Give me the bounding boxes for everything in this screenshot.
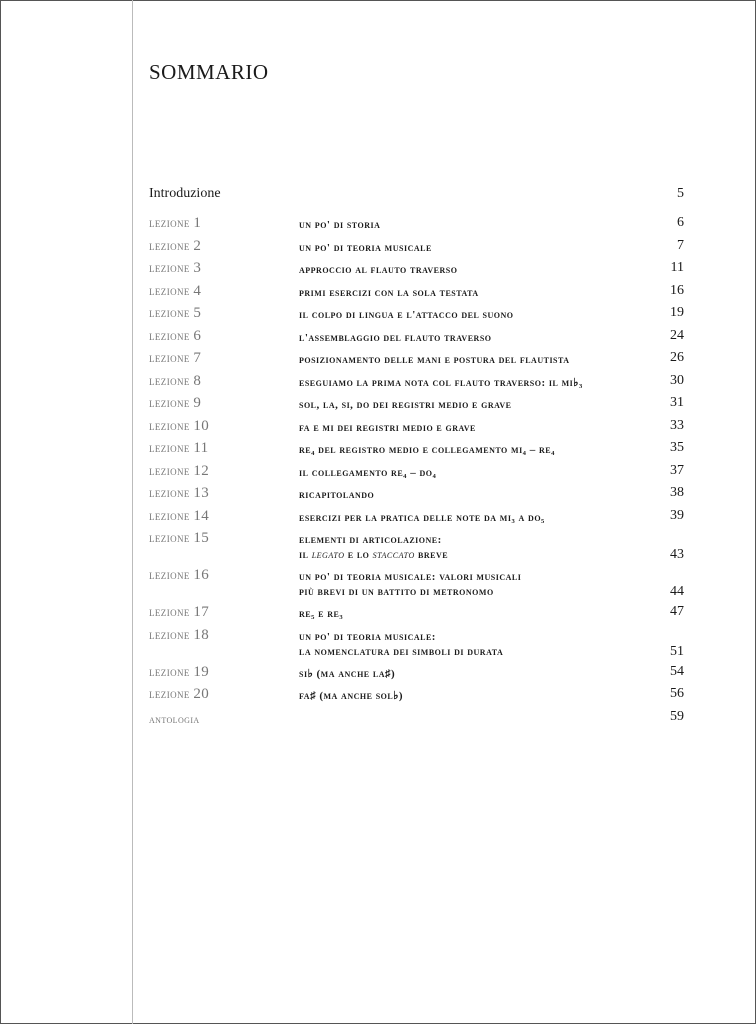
- lesson-number: 9: [193, 395, 202, 411]
- lesson-label: [149, 373, 299, 390]
- lesson-page: 19: [670, 305, 684, 320]
- lesson-number: 4: [193, 282, 202, 299]
- lesson-title-line: esercizi per la pratica delle note da mi₃ a do₅: [299, 511, 545, 524]
- lesson-word: lezione: [149, 216, 190, 230]
- table-of-contents: [149, 186, 684, 731]
- lesson-number: 20: [193, 686, 210, 702]
- lesson-title-line: l'assemblaggio del flauto traverso: [299, 331, 492, 344]
- lesson-title: [299, 283, 644, 301]
- lesson-word: lezione: [149, 463, 190, 478]
- lesson-title-line: primi esercizi con la sola testata: [299, 286, 479, 299]
- lesson-number: 6: [193, 327, 202, 344]
- lesson-label: [149, 627, 299, 644]
- lesson-number: 2: [193, 237, 202, 254]
- lesson-page: 6: [677, 215, 684, 230]
- lesson-page: 35: [670, 440, 684, 455]
- toc-entry-lesson[interactable]: [149, 530, 684, 567]
- lesson-number: 8: [193, 372, 202, 389]
- lesson-label: [149, 395, 299, 412]
- lesson-title-line: re₄ del registro medio e collegamento mi₄ – re₄: [299, 444, 555, 456]
- toc-entry-lesson[interactable]: [149, 485, 684, 508]
- lesson-page: 26: [670, 350, 684, 365]
- lesson-title: [299, 664, 644, 682]
- lesson-title: [299, 604, 644, 622]
- lesson-title-line: fa♯ (ma anche sol♭): [299, 690, 404, 702]
- toc-entry-lesson[interactable]: [149, 260, 684, 283]
- lesson-title-line: il collegamento re₄ – do₄: [299, 466, 437, 479]
- lesson-word: lezione: [149, 396, 190, 410]
- toc-entry-lesson[interactable]: [149, 418, 684, 441]
- toc-entry-lesson[interactable]: [149, 604, 684, 627]
- lesson-label: [149, 283, 299, 300]
- lesson-number: 5: [193, 305, 202, 321]
- toc-entry-lesson[interactable]: [149, 395, 684, 418]
- lesson-page: 47: [670, 604, 684, 619]
- lesson-word: lezione: [149, 664, 190, 679]
- lesson-number: 13: [193, 485, 210, 501]
- lesson-label: [149, 305, 299, 322]
- lesson-title-line: un po' di teoria musicale: valori musicali: [299, 571, 522, 583]
- lesson-number: 16: [193, 567, 210, 583]
- lesson-page: 11: [670, 260, 684, 275]
- lesson-number: 3: [193, 260, 202, 276]
- lesson-number: 19: [193, 663, 210, 680]
- lesson-label: [149, 530, 299, 547]
- lesson-title-line: posizionamento delle mani e postura del flautista: [299, 354, 570, 366]
- intro-label: Introduzione: [149, 186, 221, 201]
- lesson-number: 15: [193, 530, 210, 546]
- lesson-page: 56: [670, 686, 684, 701]
- lesson-word: lezione: [149, 605, 190, 619]
- toc-entry-lesson[interactable]: [149, 463, 684, 486]
- toc-entry-lesson[interactable]: [149, 238, 684, 261]
- toc-entry-lesson[interactable]: [149, 215, 684, 238]
- lesson-word: lezione: [149, 508, 190, 523]
- lesson-label: [149, 418, 299, 435]
- lesson-title-line: ricapitolando: [299, 489, 375, 501]
- toc-entry-anthology[interactable]: [149, 709, 684, 732]
- intro-page: 5: [677, 186, 684, 201]
- margin-rule: [132, 0, 133, 1024]
- lesson-label: [149, 567, 299, 584]
- toc-entry-lesson[interactable]: [149, 305, 684, 328]
- toc-entry-lesson[interactable]: [149, 440, 684, 463]
- lesson-word: lezione: [149, 687, 190, 701]
- lesson-page: 43: [670, 547, 684, 562]
- lesson-number: 18: [193, 626, 210, 643]
- lesson-page: 33: [670, 417, 684, 433]
- lesson-label: [149, 463, 299, 480]
- lesson-title-line: eseguiamo la prima nota col flauto traverso: il mi♭₃: [299, 376, 583, 389]
- lesson-number: 17: [193, 604, 210, 620]
- lesson-title-line: si♭ (ma anche la♯): [299, 667, 396, 680]
- lesson-word: lezione: [149, 351, 190, 365]
- lesson-title: [299, 238, 644, 256]
- lesson-word: lezione: [149, 283, 190, 298]
- lesson-number: 14: [193, 507, 210, 524]
- lesson-title-line: fa e mi dei registri medio e grave: [299, 421, 476, 434]
- lesson-word: lezione: [149, 486, 190, 500]
- lesson-title: [299, 463, 644, 481]
- lesson-number: 1: [193, 215, 202, 231]
- lesson-title: [299, 508, 644, 526]
- lesson-title: [299, 627, 644, 660]
- lesson-word: lezione: [149, 328, 190, 343]
- lesson-page: 16: [670, 282, 684, 298]
- lesson-title-line: il legato e lo staccato breve: [299, 549, 449, 561]
- lesson-page: 31: [670, 395, 684, 410]
- lesson-label: [149, 260, 299, 277]
- lesson-page: 30: [670, 372, 684, 388]
- lesson-title: [299, 686, 644, 704]
- lesson-title: [299, 485, 644, 503]
- lesson-word: lezione: [149, 261, 190, 275]
- lesson-word: lezione: [149, 238, 190, 253]
- lesson-title: [299, 305, 644, 323]
- lesson-title: [299, 373, 644, 391]
- toc-entry-lesson[interactable]: [149, 627, 684, 664]
- lesson-number: 7: [193, 350, 202, 366]
- toc-entry-lesson[interactable]: [149, 508, 684, 531]
- lesson-title-line: un po' di teoria musicale:: [299, 630, 436, 643]
- toc-entry-lesson[interactable]: [149, 373, 684, 396]
- lesson-word: lezione: [149, 441, 190, 455]
- lesson-label: [149, 440, 299, 457]
- toc-entry-lesson[interactable]: [149, 350, 684, 373]
- lesson-page: 37: [670, 462, 684, 478]
- lesson-label: [149, 664, 299, 681]
- lesson-number: 12: [193, 462, 210, 479]
- lesson-number: 10: [193, 417, 210, 434]
- lesson-title-line: approccio al flauto traverso: [299, 264, 458, 276]
- lesson-title: [299, 328, 644, 346]
- toc-entry-lesson[interactable]: [149, 328, 684, 351]
- lesson-title: [299, 440, 644, 458]
- toc-entry-lesson[interactable]: [149, 283, 684, 306]
- lesson-page: 39: [670, 507, 684, 523]
- lesson-word: lezione: [149, 627, 190, 642]
- anthology-page: 59: [670, 708, 684, 724]
- toc-entry-intro[interactable]: [149, 186, 684, 215]
- lesson-label: [149, 238, 299, 255]
- lesson-word: lezione: [149, 418, 190, 433]
- lesson-title: [299, 395, 644, 413]
- lesson-label: [149, 508, 299, 525]
- lesson-title: [299, 260, 644, 278]
- lesson-title: [299, 530, 644, 563]
- lesson-title-line: un po' di storia: [299, 219, 381, 231]
- lesson-page: 7: [677, 237, 684, 253]
- lesson-title-line: re₅ e re₃: [299, 608, 344, 620]
- lesson-label: [149, 328, 299, 345]
- lesson-word: lezione: [149, 531, 190, 545]
- lesson-title: [299, 350, 644, 368]
- anthology-label: antologia: [149, 711, 200, 726]
- lesson-page: 24: [670, 327, 684, 343]
- lesson-label: [149, 686, 299, 703]
- lesson-page: 44: [670, 584, 684, 599]
- lesson-page: 51: [670, 643, 684, 659]
- lesson-number: 11: [193, 440, 209, 456]
- lesson-word: lezione: [149, 373, 190, 388]
- lesson-title: [299, 567, 644, 600]
- lesson-label: [149, 215, 299, 232]
- lesson-title-line: il colpo di lingua e l'attacco del suono: [299, 309, 514, 321]
- lesson-title-line: la nomenclatura dei simboli di durata: [299, 645, 504, 658]
- lesson-label: [149, 350, 299, 367]
- lesson-title: [299, 418, 644, 436]
- lesson-word: lezione: [149, 306, 190, 320]
- toc-entry-lesson[interactable]: [149, 567, 684, 604]
- toc-entry-lesson[interactable]: [149, 686, 684, 709]
- lesson-title: [299, 215, 644, 233]
- lesson-title-line: sol, la, si, do dei registri medio e grave: [299, 399, 512, 411]
- toc-entry-lesson[interactable]: [149, 664, 684, 687]
- lesson-page: 38: [670, 485, 684, 500]
- lesson-title-line: elementi di articolazione:: [299, 534, 442, 546]
- lesson-label: [149, 485, 299, 502]
- lesson-title-line: un po' di teoria musicale: [299, 241, 432, 254]
- lesson-title-line: più brevi di un battito di metronomo: [299, 586, 494, 598]
- page-title: SOMMARIO: [149, 60, 269, 84]
- lesson-word: lezione: [149, 568, 190, 582]
- lesson-label: [149, 604, 299, 621]
- lesson-page: 54: [670, 663, 684, 679]
